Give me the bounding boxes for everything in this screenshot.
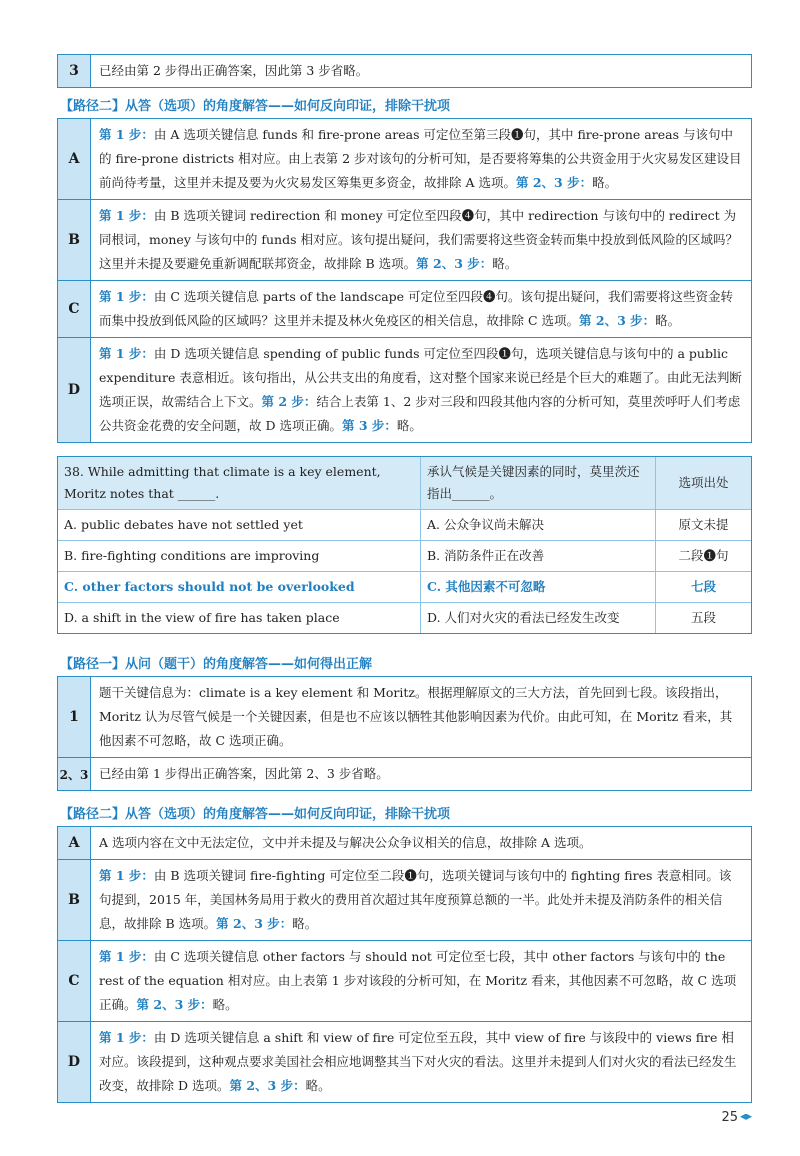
step-label: 2、3 <box>58 758 91 790</box>
step-marker: 第 1 步： <box>99 868 154 883</box>
analysis-tail: 略。 <box>655 313 681 328</box>
option-analysis <box>91 281 751 337</box>
analysis-tail: 略。 <box>292 916 318 931</box>
option-analysis <box>91 119 751 199</box>
option-analysis <box>91 338 751 442</box>
q38-option-row <box>58 602 751 633</box>
question-zh: 承认气候是关键因素的同时，莫里茨还指出______。 <box>421 457 656 509</box>
analysis-tail: 略。 <box>396 418 422 433</box>
analysis-body: 由 C 选项关键信息 parts of the landscape 可定位至四段❹句。该句提出疑问，我们需要将这些资金转而集中投放到低风险的区域吗？这里并未提及林火免疫区的相关信息，故排除 C 选项。 <box>99 289 734 328</box>
option-row-a <box>58 827 751 859</box>
analysis-body: 由 C 选项关键信息 other factors 与 should not 可定位至七段，其中 other factors 与该句中的 the rest of the equation 相对应。由上表第 1 步对该段的分析可知，在 Moritz 看来，其他因素不可忽略，故 C 选项正确。 <box>99 949 737 1012</box>
step-marker: 第 2、3 步： <box>579 313 656 328</box>
option-source: 原文未提 <box>678 517 729 532</box>
option-row-d <box>58 1021 751 1102</box>
q38-option-row <box>58 509 751 540</box>
option-row-d <box>58 337 751 442</box>
option-en: A. public debates have not settled yet <box>58 510 421 540</box>
option-en: C. other factors should not be overlooked <box>58 572 421 602</box>
step-marker: 第 3 步： <box>341 418 397 433</box>
analysis-body: 由 D 选项关键信息 a shift 和 view of fire 可定位至五段，其中 view of fire 与该段中的 views fire 相对应。该段提到，这种观点要求美国社会相应地调整其当下对火灾的看法。这里并未提到人们对火灾的看法已经发生改变，故排除 D 选项。 <box>99 1030 737 1093</box>
option-label: C <box>58 941 91 1021</box>
option-analysis <box>91 200 751 280</box>
option-source: 五段 <box>690 610 716 625</box>
option-analysis <box>91 1022 751 1102</box>
option-zh: C. 其他因素不可忽略 <box>421 572 656 602</box>
q38-option-row-correct <box>58 571 751 602</box>
analysis-tail: 结合上表第 1、2 步对三段和四段其他内容的分析可知，莫里茨呼吁人们考虑公共资金花费的安全问题，故 D 选项正确。 <box>99 394 741 433</box>
analysis-tail: 略。 <box>212 997 238 1012</box>
q38-question-table <box>57 456 752 634</box>
analysis-body: 由 D 选项关键信息 spending of public funds 可定位至四段❶句，选项关键信息与该句中的 a public expenditure 表意相近。该句指出，从公共支出的角度看，这对整个国家来说已经是个巨大的难题了。由此无法判断选项正误，故需结合上下文。 <box>99 346 742 409</box>
step-marker: 第 1 步： <box>99 208 154 223</box>
step-marker: 第 2、3 步： <box>416 256 493 271</box>
q38-option-row <box>58 540 751 571</box>
page-number-text: 25 <box>721 1110 738 1125</box>
option-zh: A. 公众争议尚未解决 <box>421 510 656 540</box>
path1-row <box>58 757 751 790</box>
option-row-b <box>58 199 751 280</box>
option-zh: D. 人们对火灾的看法已经发生改变 <box>421 603 656 633</box>
path1-table <box>57 676 752 791</box>
analysis-body: 由 B 选项关键词 fire-fighting 可定位至二段❶句，选项关键词与该句中的 fighting fires 表意相同。该句提到，2015 年，美国林务局用于救火的费用首次超过其年度预算总额的一半。此处并未提及消防条件的相关信息，故排除 B 选项。 <box>99 868 732 931</box>
option-label: D <box>58 1022 91 1102</box>
analysis-tail: 略。 <box>305 1078 331 1093</box>
step-label: 3 <box>58 55 91 87</box>
step-marker: 第 1 步： <box>99 949 154 964</box>
step-marker: 第 2、3 步： <box>216 916 293 931</box>
path1-row <box>58 677 751 757</box>
option-en: B. fire-fighting conditions are improving <box>58 541 421 571</box>
option-zh: B. 消防条件正在改善 <box>421 541 656 571</box>
question-en: 38. While admitting that climate is a key element, Moritz notes that ______. <box>58 457 421 509</box>
option-label: C <box>58 281 91 337</box>
page-number <box>721 1110 752 1125</box>
option-label: B <box>58 860 91 940</box>
step-marker: 第 1 步： <box>99 289 154 304</box>
option-label: A <box>58 827 91 859</box>
analysis-tail: 略。 <box>592 175 618 190</box>
path2-heading: 【路径二】从答（选项）的角度解答——如何反向印证，排除干扰项 <box>60 807 451 822</box>
step-label: 1 <box>58 677 91 757</box>
step-marker: 第 2 步： <box>261 394 317 409</box>
analysis-tail: 略。 <box>492 256 518 271</box>
step-marker: 第 1 步： <box>99 346 154 361</box>
option-row-c <box>58 280 751 337</box>
option-analysis <box>91 827 751 859</box>
option-source: 七段 <box>690 579 716 594</box>
q37-options-table <box>57 118 752 443</box>
path2-heading: 【路径二】从答（选项）的角度解答——如何反向印证，排除干扰项 <box>60 99 451 114</box>
q38-options-table <box>57 826 752 1103</box>
option-en: D. a shift in the view of fire has taken place <box>58 603 421 633</box>
analysis-body: 由 B 选项关键词 redirection 和 money 可定位至四段❹句，其中 redirection 与该句中的 redirect 为同根词，money 与该句中的 funds 相对应。该句提出疑问，我们需要将这些资金转而集中投放到低风险的区域吗？这里并未提及要避免重新调配联邦资金，故排除 B 选项。 <box>99 208 738 271</box>
analysis-body: 由 A 选项关键信息 funds 和 fire-prone areas 可定位至第三段❶句，其中 fire-prone areas 与该句中的 fire-prone districts 相对应。由上表第 2 步对该句的分析可知，是否要将筹集的公共资金用于火灾易发区建设目前尚待考量，这里并未提及要为火灾易发区筹集更多资金，故排除 A 选项。 <box>99 127 742 190</box>
step-marker: 第 1 步： <box>99 127 154 142</box>
q38-header-row <box>58 457 751 509</box>
step-marker: 第 2、3 步： <box>229 1078 306 1093</box>
option-analysis <box>91 941 751 1021</box>
option-label: A <box>58 119 91 199</box>
option-label: B <box>58 200 91 280</box>
step3-row <box>58 55 751 87</box>
step3-table <box>57 54 752 88</box>
step-text: 已经由第 2 步得出正确答案，因此第 3 步省略。 <box>99 63 369 78</box>
step-marker: 第 1 步： <box>99 1030 154 1045</box>
step-text: 题干关键信息为：climate is a key element 和 Moritz。根据理解原文的三大方法，首先回到七段。该段指出，Moritz 认为尽管气候是一个关键因素，但是也不应该以牺牲其他影响因素为代价。由此可知，在 Moritz 看来，其他因素不可忽略，故 C 选项正确。 <box>99 685 733 748</box>
path1-heading: 【路径一】从问（题干）的角度解答——如何得出正解 <box>60 657 373 672</box>
graduation-cap-icon <box>740 1114 752 1122</box>
step-marker: 第 2、3 步： <box>136 997 213 1012</box>
step-text: 已经由第 1 步得出正确答案，因此第 2、3 步省略。 <box>99 766 389 781</box>
option-source: 二段❶句 <box>678 548 729 563</box>
step-marker: 第 2、3 步： <box>515 175 593 190</box>
option-row-b <box>58 859 751 940</box>
option-row-a <box>58 119 751 199</box>
option-label: D <box>58 338 91 442</box>
source-header: 选项出处 <box>678 475 729 490</box>
option-analysis <box>91 860 751 940</box>
analysis-body: A 选项内容在文中无法定位，文中并未提及与解决公众争议相关的信息，故排除 A 选项。 <box>99 835 592 850</box>
option-row-c <box>58 940 751 1021</box>
